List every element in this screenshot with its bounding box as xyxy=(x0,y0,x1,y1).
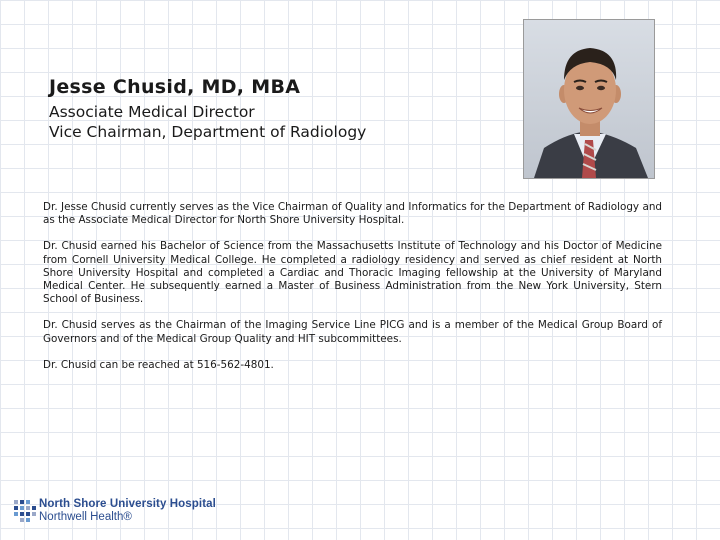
title-line-1: Associate Medical Director xyxy=(49,103,255,121)
left-eye xyxy=(576,86,584,90)
logo-text xyxy=(39,498,216,524)
right-eye xyxy=(597,86,605,90)
portrait-image xyxy=(524,20,654,178)
person-name: Jesse Chusid, MD, MBA xyxy=(49,76,301,98)
hospital-logo xyxy=(14,498,254,526)
logo-mark-icon xyxy=(14,500,36,522)
logo-hospital-name: North Shore University Hospital xyxy=(39,498,216,510)
bio-paragraph-4: Dr. Chusid can be reached at 516-562-4801. xyxy=(43,358,274,371)
bio-paragraph-1: Dr. Jesse Chusid currently serves as the Vice Chairman of Quality and Informatics for the Department of Radiology and as the Associate Medical Director for North Shore University Hospital. xyxy=(43,201,662,227)
bio-paragraph-2: Dr. Chusid earned his Bachelor of Science from the Massachusetts Institute of Technology and his Doctor of Medicine from Cornell University Medical College. He completed a radiology residency and served as chief resident at North Shore University Hospital and completed a Cardiac and Thoracic Imaging fellowship at the University of Maryland Medical Center. He subsequently earned a Master of Business Administration from the New York University, Stern School of Business. xyxy=(43,240,662,306)
bio xyxy=(43,201,662,385)
header xyxy=(49,76,509,142)
title-line-2: Vice Chairman, Department of Radiology xyxy=(49,123,367,141)
portrait-photo xyxy=(523,19,655,179)
bio-paragraph-3: Dr. Chusid serves as the Chairman of the Imaging Service Line PICG and is a member of the Medical Group Board of Governors and of the Medical Group Quality and HIT subcommittees. xyxy=(43,319,662,345)
logo-network-name: Northwell Health® xyxy=(39,511,132,523)
